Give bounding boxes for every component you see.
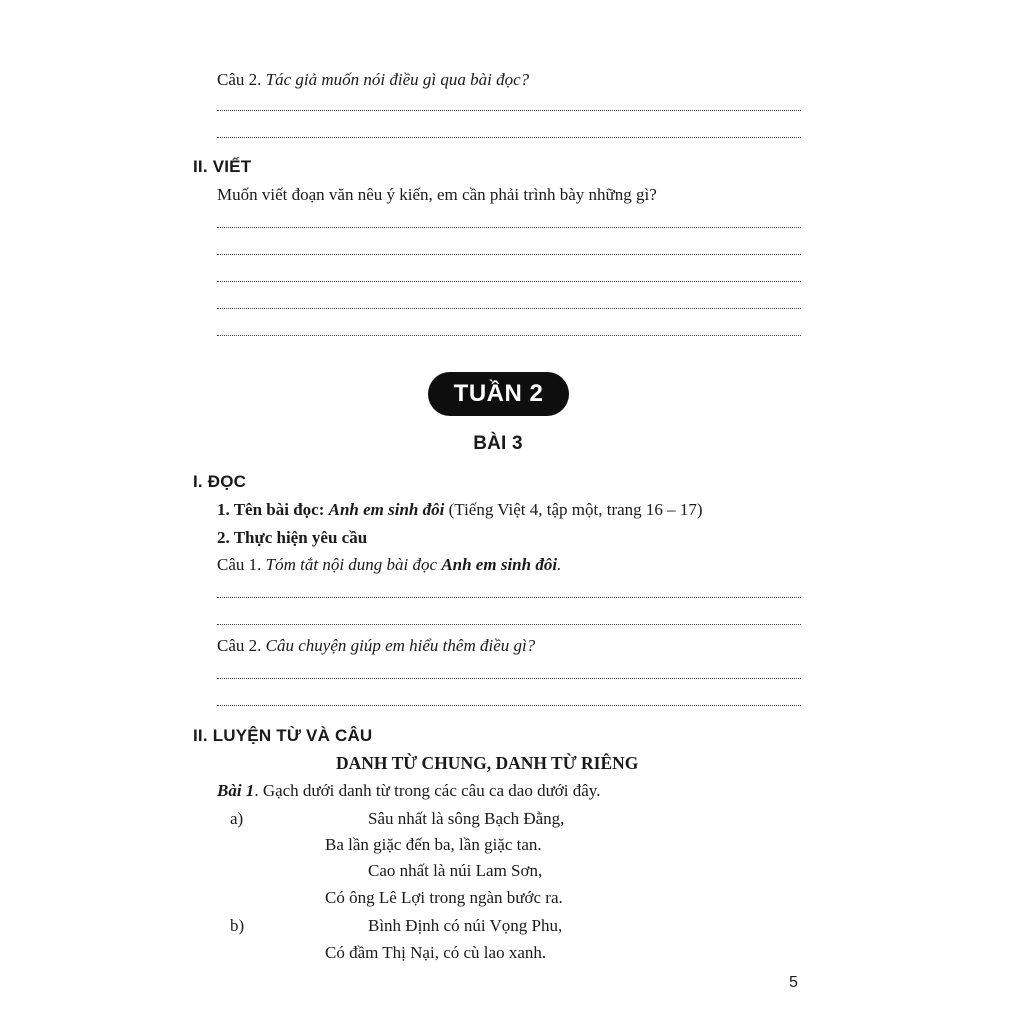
- exercise-label: Bài 1: [217, 781, 255, 800]
- week-badge: TUẦN 2: [428, 372, 569, 416]
- question-end: .: [557, 555, 562, 574]
- lesson-title: BÀI 3: [473, 433, 523, 454]
- poem-line: Có ông Lê Lợi trong ngàn bước ra.: [325, 888, 563, 907]
- section-heading-ltvc: II. LUYỆN TỪ VÀ CÂU: [193, 726, 373, 745]
- section-heading-viet: II. VIẾT: [193, 157, 252, 176]
- answer-line: [217, 705, 801, 706]
- question-number: Câu 2.: [217, 70, 262, 89]
- exercise-1: [217, 781, 600, 801]
- question-text: Tác giả muốn nói điều gì qua bài đọc?: [265, 70, 530, 89]
- answer-line: [217, 254, 801, 255]
- poem-line: Sâu nhất là sông Bạch Đằng,: [368, 809, 565, 828]
- part-a-label: a): [230, 809, 244, 828]
- poem-line: Cao nhất là núi Lam Sơn,: [368, 861, 543, 880]
- answer-line: [217, 308, 801, 309]
- answer-line: [217, 678, 801, 679]
- answer-line: [217, 597, 801, 598]
- question-viet: Muốn viết đoạn văn nêu ý kiến, em cần phải trình bày những gì?: [217, 185, 657, 204]
- answer-line: [217, 227, 801, 228]
- question-text: Tóm tắt nội dung bài đọc: [265, 555, 438, 574]
- item-label: 1. Tên bài đọc:: [217, 500, 325, 519]
- reading-title: Anh em sinh đôi: [328, 500, 445, 519]
- question-number: Câu 2.: [217, 636, 262, 655]
- reading-reference: (Tiếng Việt 4, tập một, trang 16 – 17): [448, 500, 703, 519]
- exercise-text: . Gạch dưới danh từ trong các câu ca dao dưới đây.: [254, 781, 601, 800]
- question-title: Anh em sinh đôi: [441, 555, 558, 574]
- poem-line: Bình Định có núi Vọng Phu,: [368, 916, 563, 935]
- section-heading-doc: I. ĐỌC: [193, 472, 247, 491]
- question-text: Câu chuyện giúp em hiểu thêm điều gì?: [265, 636, 536, 655]
- poem-line: Có đầm Thị Nại, có cù lao xanh.: [325, 943, 547, 962]
- answer-line: [217, 137, 801, 138]
- ltvc-subtitle: DANH TỪ CHUNG, DANH TỪ RIÊNG: [336, 753, 639, 773]
- reading-title-line: [217, 500, 703, 520]
- question-cau-2: [217, 636, 535, 656]
- part-b-label: b): [230, 916, 245, 935]
- page-number: 5: [789, 974, 798, 991]
- answer-line: [217, 281, 801, 282]
- question-number: Câu 1.: [217, 555, 262, 574]
- answer-line: [217, 624, 801, 625]
- poem-line: Ba lần giặc đến ba, lần giặc tan.: [325, 835, 542, 854]
- question-cau-1: [217, 555, 561, 575]
- answer-line: [217, 335, 801, 336]
- item-2-label: 2. Thực hiện yêu cầu: [217, 528, 368, 547]
- question-cau-2-top: [217, 70, 529, 90]
- answer-line: [217, 110, 801, 111]
